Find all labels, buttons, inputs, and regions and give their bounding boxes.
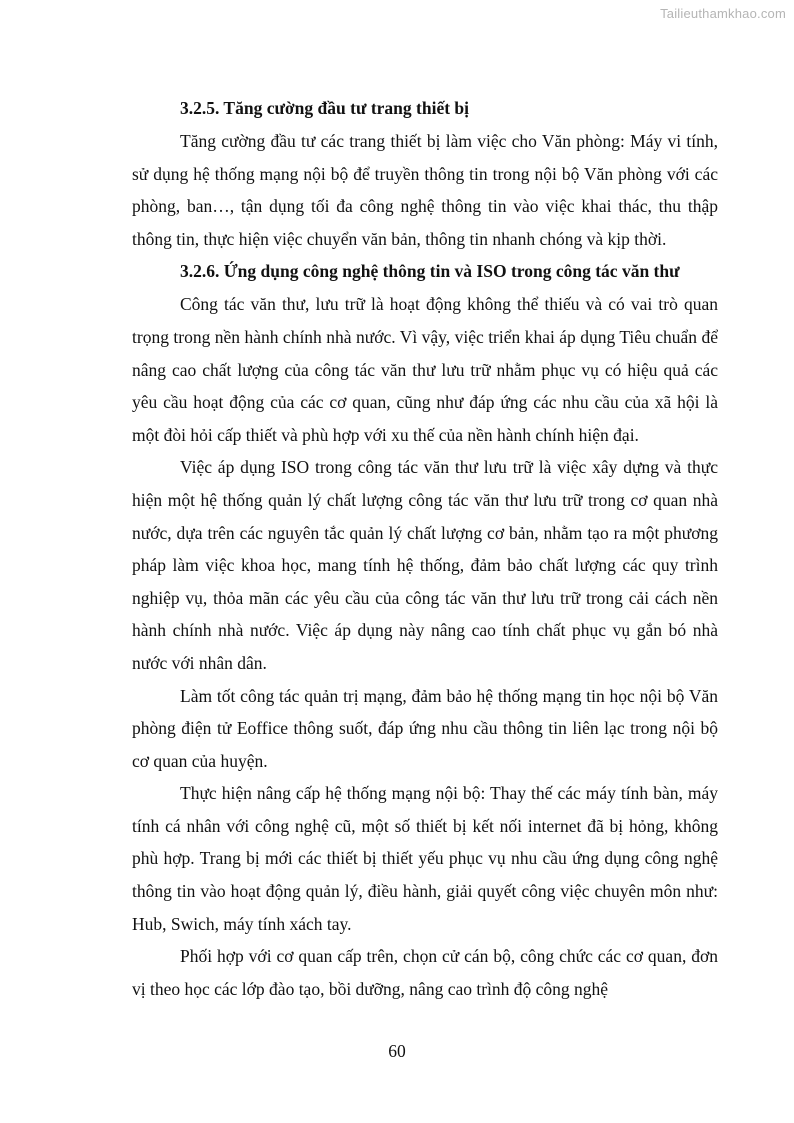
paragraph: Thực hiện nâng cấp hệ thống mạng nội bộ: Thay thế các máy tính bàn, máy tính cá nhân với công nghệ cũ, một số thiết bị kết nối internet đã bị hỏng, không phù hợp. Trang bị mới các thiết bị thiết yếu phục vụ nhu cầu ứng dụng công nghệ thông tin vào hoạt động quản lý, điều hành, giải quyết công việc chuyên môn như: Hub, Swich, máy tính xách tay. (132, 783, 718, 934)
watermark: Tailieuthamkhao.com (660, 6, 786, 21)
paragraph: Việc áp dụng ISO trong công tác văn thư lưu trữ là việc xây dựng và thực hiện một hệ thống quản lý chất lượng công tác văn thư lưu trữ trong cơ quan nhà nước, dựa trên các nguyên tắc quản lý chất lượng cơ bản, nhằm tạo ra một phương pháp làm việc khoa học, mang tính hệ thống, đảm bảo chất lượng các quy trình nghiệp vụ, thỏa mãn các yêu cầu của công tác văn thư lưu trữ trong cải cách nền hành chính nhà nước. Việc áp dụng này nâng cao tính chất phục vụ gắn bó nhà nước với nhân dân. (132, 457, 718, 673)
page-number: 60 (388, 1041, 406, 1061)
section-heading-3-2-6: 3.2.6. Ứng dụng công nghệ thông tin và ISO trong công tác văn thư (180, 261, 680, 282)
paragraph: Tăng cường đầu tư các trang thiết bị làm việc cho Văn phòng: Máy vi tính, sử dụng hệ thống mạng nội bộ để truyền thông tin trong nội bộ Văn phòng với các phòng, ban…, tận dụng tối đa công nghệ thông tin vào việc khai thác, thu thập thông tin, thực hiện việc chuyển văn bản, thông tin nhanh chóng và kịp thời. (132, 131, 718, 249)
paragraph: Làm tốt công tác quản trị mạng, đảm bảo hệ thống mạng tin học nội bộ Văn phòng điện tử Eoffice thông suốt, đáp ứng nhu cầu thông tin liên lạc trong nội bộ cơ quan của huyện. (132, 685, 718, 771)
section-heading-3-2-5: 3.2.5. Tăng cường đầu tư trang thiết bị (180, 98, 470, 118)
paragraph: Phối hợp với cơ quan cấp trên, chọn cử cán bộ, công chức các cơ quan, đơn vị theo học các lớp đào tạo, bồi dưỡng, nâng cao trình độ công nghệ (132, 946, 718, 999)
paragraph: Công tác văn thư, lưu trữ là hoạt động không thể thiếu và có vai trò quan trọng trong nền hành chính nhà nước. Vì vậy, việc triển khai áp dụng Tiêu chuẩn để nâng cao chất lượng của công tác văn thư lưu trữ nhằm phục vụ có hiệu quả các yêu cầu hoạt động của các cơ quan, cũng như đáp ứng các nhu cầu của xã hội là một đòi hỏi cấp thiết và phù hợp với xu thế của nền hành chính hiện đại. (132, 294, 718, 445)
document-body (132, 92, 718, 1005)
